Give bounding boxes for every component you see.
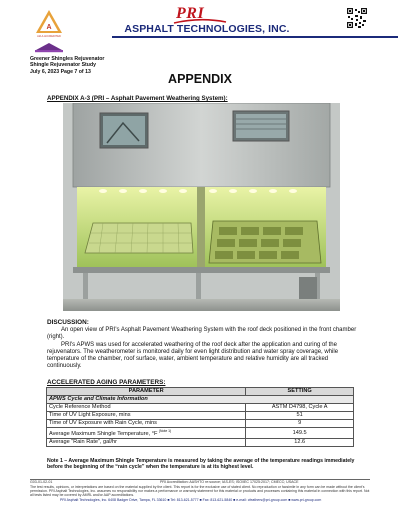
setting-cell: 51 <box>246 412 354 420</box>
page-title: APPENDIX <box>168 72 232 86</box>
aging-parameters-table <box>46 387 354 447</box>
parameter-cell: Time of UV Exposure with Rain Cycle, mins <box>47 420 246 428</box>
setting-cell: 149.5 <box>246 428 354 439</box>
client-logo <box>32 41 66 53</box>
parameter-cell: Average “Rain Rate”, gal/hr <box>47 439 246 447</box>
qr-code-icon <box>347 8 367 28</box>
table-header-row <box>47 388 354 396</box>
section-label: APWS Cycle and Climate Information <box>47 396 354 404</box>
parameter-text: Average Maximum Shingle Temperature, °F <box>49 431 158 438</box>
discussion-body <box>47 327 359 371</box>
legal-disclaimer: The test results, opinions, or interpretations are based on the material supplied by the client. This report is for the exclusive use of stated client. No reproduction or facsimile in any form can be made without the client's permission. PRI Asphalt Technologies, Inc. assumes no responsibility nor makes a performance or warranty statement for this material or products and processes containing this material in connection with this report. Not all tests listed may be covered by AMRL and/or AAP accreditations. <box>30 485 370 498</box>
discussion-heading: DISCUSSION: <box>47 319 89 326</box>
table-row <box>47 412 354 420</box>
table-row <box>47 404 354 412</box>
appendix-subtitle: APPENDIX A-3 (PRI – Asphalt Pavement Weathering System): <box>47 95 228 102</box>
table-row <box>47 428 354 439</box>
column-header-setting: SETTING <box>246 388 354 396</box>
accreditation-line: PRI Accreditation: AASHTO re:source; IAS-ES; ISO/IEC 17025:2017; CMECC; USACE <box>160 480 299 484</box>
table-section-row <box>47 396 354 404</box>
report-line: Shingle Rejuvenator Study <box>30 62 97 69</box>
report-line: July 6, 2023 Page 7 of 13 <box>30 68 91 75</box>
discussion-paragraph: PRI's APWS was used for accelerated weathering of the roof deck after the application and curing of the rejuvenators. The weatherometer is monitored daily for even light distribution and water spray coverage, while temperature of the chamber, roof surface, water, ambient temperature and relative humidity are all tracked continuously. <box>47 341 339 370</box>
setting-cell: ASTM D4798, Cycle A <box>246 404 354 412</box>
table-row <box>47 439 354 447</box>
company-name: ASPHALT TECHNOLOGIES, INC. <box>124 23 290 35</box>
note-reference: (Note 1) <box>158 429 172 434</box>
pri-logo <box>176 6 224 24</box>
setting-cell: 12.6 <box>246 439 354 447</box>
accreditation-caption: A2LA ACCREDITED <box>37 35 61 38</box>
company-address: PRI Asphalt Technologies, Inc. 6408 Badger Drive, Tampa, FL 33610 ■ Tel: 813-621-5777 ■ Fax: 813-621-5840 ■ e-mail: cfeathers@pri-group.com ■ www.pri-group.com <box>60 498 322 502</box>
brand-name: PRI <box>176 5 205 22</box>
parameter-cell: Cycle Reference Method <box>47 404 246 412</box>
parameter-cell <box>47 428 246 439</box>
discussion-paragraph: An open view of PRI's Asphalt Pavement Weathering System with the roof deck positioned in the front chamber (right). <box>47 327 357 341</box>
header-divider <box>112 36 398 38</box>
setting-cell: 9 <box>246 420 354 428</box>
accreditation-logo <box>34 9 64 35</box>
weathering-system-photo <box>63 103 340 311</box>
table-row <box>47 420 354 428</box>
document-code: G03-01-02-01 <box>30 480 53 484</box>
table-note: Note 1 – Average Maximum Shingle Temperature is measured by taking the average of the temperature readings immediately before the beginning of the “rain cycle” when the temperature is at its highest level. <box>47 458 355 471</box>
column-header-parameter: PARAMETER <box>47 388 246 396</box>
parameter-cell: Time of UV Light Exposure, mins <box>47 412 246 420</box>
svg-text:A: A <box>46 24 52 31</box>
aging-parameters-heading: ACCELERATED AGING PARAMETERS: <box>47 379 166 386</box>
report-line: Greener Shingles Rejuvenator <box>30 56 105 62</box>
